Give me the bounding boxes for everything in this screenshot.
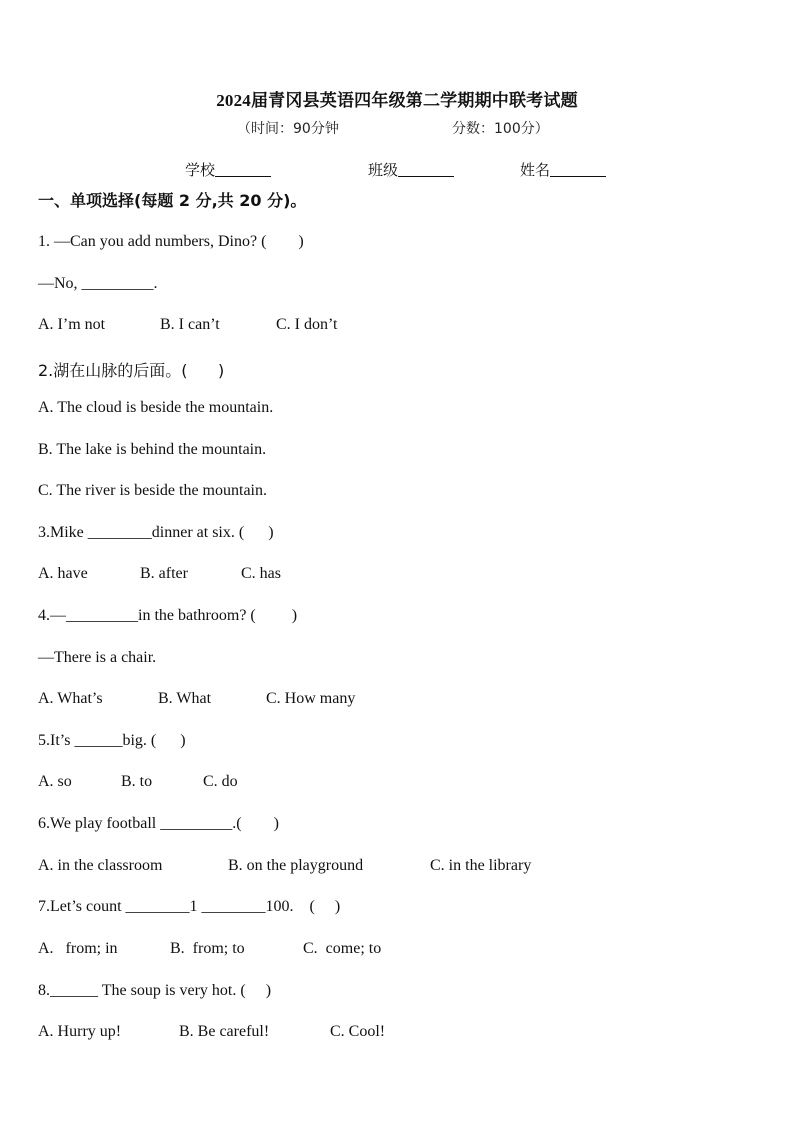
question-7-stem: 7.Let’s count ________1 ________100. ( ) (38, 898, 341, 915)
question-4-stem: 4.—_________in the bathroom? ( ) (38, 607, 298, 624)
time-info: （时间：90分钟 (237, 121, 339, 137)
question-6-option-a: A. in the classroom (38, 857, 163, 874)
question-5-option-c: C. do (203, 773, 238, 790)
question-4-option-b: B. What (158, 690, 212, 707)
question-3-option-c: C. has (241, 565, 281, 582)
question-2-stem: 2.湖在山脉的后面。( ) (38, 361, 225, 380)
question-6-option-b: B. on the playground (228, 857, 364, 874)
class-label: 班级 (368, 161, 399, 179)
question-8-option-c: C. Cool! (330, 1023, 386, 1040)
name-field (520, 159, 606, 180)
question-3-option-a: A. have (38, 565, 88, 582)
name-blank (550, 162, 606, 177)
question-8-option-b: B. Be careful! (179, 1023, 270, 1040)
school-blank (215, 162, 271, 177)
question-7-option-a: A. from; in (38, 940, 118, 957)
question-5-option-a: A. so (38, 773, 72, 790)
question-5-option-b: B. to (121, 773, 153, 790)
class-blank (398, 162, 454, 177)
question-1-option-b: B. I can’t (160, 316, 220, 333)
question-7-option-b: B. from; to (170, 940, 245, 957)
section-title: 一、单项选择(每题 2 分,共 20 分)。 (38, 191, 307, 210)
page-title: 2024届青冈县英语四年级第二学期期中联考试题 (216, 91, 578, 110)
question-2-option-c: C. The river is beside the mountain. (38, 482, 267, 499)
question-5-stem: 5.It’s ______big. ( ) (38, 732, 186, 749)
question-4-option-a: A. What’s (38, 690, 103, 707)
question-1-option-a: A. I’m not (38, 316, 106, 333)
name-label: 姓名 (520, 161, 551, 179)
question-2-option-b: B. The lake is behind the mountain. (38, 441, 267, 458)
question-6-option-c: C. in the library (430, 857, 532, 874)
question-8-stem: 8.______ The soup is very hot. ( ) (38, 982, 272, 999)
school-field (185, 159, 271, 180)
question-1-stem: 1. —Can you add numbers, Dino? ( ) (38, 233, 304, 250)
question-1-answer-line: —No, _________. (38, 275, 158, 292)
question-8-option-a: A. Hurry up! (38, 1023, 122, 1040)
question-7-option-c: C. come; to (303, 940, 382, 957)
question-4-answer-line: —There is a chair. (38, 649, 157, 666)
question-4-option-c: C. How many (266, 690, 356, 707)
question-3-option-b: B. after (140, 565, 188, 582)
question-2-option-a: A. The cloud is beside the mountain. (38, 399, 274, 416)
question-6-stem: 6.We play football _________.( ) (38, 815, 279, 832)
score-info: 分数：100分） (452, 121, 549, 137)
question-1-option-c: C. I don’t (276, 316, 338, 333)
class-field (368, 159, 454, 180)
school-label: 学校 (185, 161, 216, 179)
question-3-stem: 3.Mike ________dinner at six. ( ) (38, 524, 274, 541)
